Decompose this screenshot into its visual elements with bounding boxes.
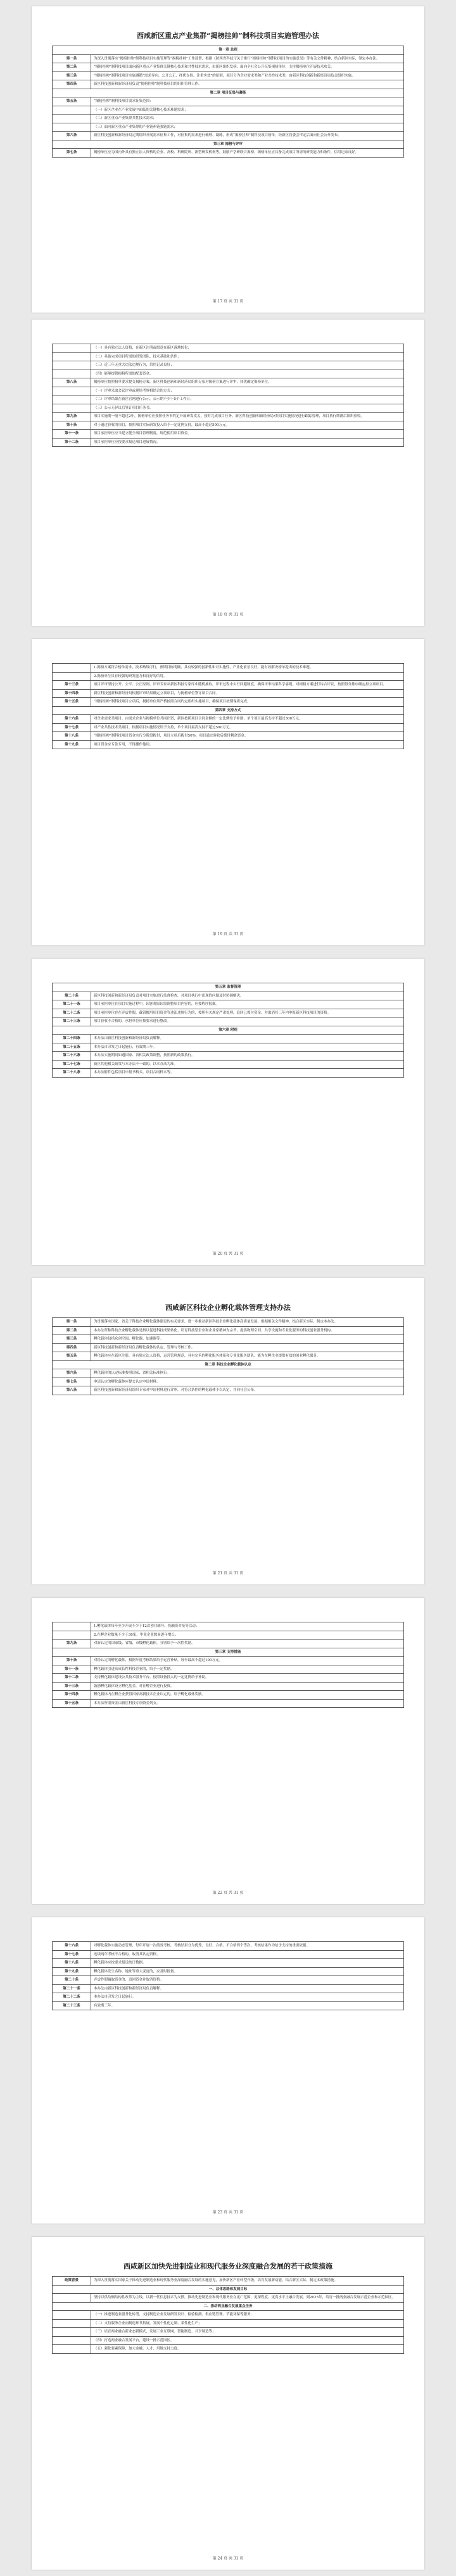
article-number: 第二十二条 bbox=[53, 1993, 91, 2002]
policy-table bbox=[52, 344, 404, 447]
table-row bbox=[53, 983, 404, 992]
article-number bbox=[53, 387, 91, 395]
article-number: 第十四条 bbox=[53, 1691, 91, 1700]
table-row bbox=[53, 1000, 404, 1009]
article-number: 第三条 bbox=[53, 1335, 91, 1344]
table-row bbox=[53, 1648, 404, 1657]
table-row bbox=[53, 1060, 404, 1069]
table-row bbox=[53, 1993, 404, 2002]
document-page bbox=[32, 1598, 424, 1904]
article-text: （二）支持服务企业向制造环节拓展，发展个性化定制、柔性化生产； bbox=[91, 2319, 404, 2328]
article-text: 对经认定的孵化载体，根据年度考核结果给予运营补贴，每年最高不超过100万元。 bbox=[91, 1657, 404, 1665]
article-text: 为贯彻落实国家、省关于科技企业孵化载体建设的有关要求，进一步推动新区科技企业孵化载体高质量发展，根据相关文件精神，结合新区实际，制定本办法。 bbox=[91, 1318, 404, 1327]
document-page bbox=[32, 320, 424, 626]
article-text: 本办法所称科技企业孵化载体是指以促进科技成果转化、培育科技型企业和企业家精神为宗旨，提供物理空间、共享设施和专业化服务的科技创业服务机构。 bbox=[91, 1326, 404, 1335]
policy-table bbox=[52, 46, 404, 158]
document-page bbox=[32, 6, 424, 313]
article-text: 弄虚作假骗取资金的，追回资金并取消资格。 bbox=[91, 1976, 404, 1985]
article-number: 第二十一条 bbox=[53, 1000, 91, 1009]
table-row bbox=[53, 706, 404, 715]
article-text: 坚持以供给侧结构性改革为主线，以新一代信息技术为支撑，推动先进制造业和现代服务业在更广范围、更深程度、更高水平上融合发展。到2025年，培育一批两业融合发展示范企业和示范园区。 bbox=[91, 2294, 404, 2303]
table-row bbox=[53, 1640, 404, 1648]
article-number bbox=[53, 2328, 91, 2337]
table-row bbox=[53, 1369, 404, 1378]
table-row bbox=[53, 438, 404, 447]
table-row bbox=[53, 1622, 404, 1631]
article-text: 连续两年考核不合格的，取消其认定资格。 bbox=[91, 1950, 404, 1959]
article-text: 孵化载体发生名称、地址等重大变更的，应及时报备。 bbox=[91, 1967, 404, 1976]
table-row bbox=[53, 2336, 404, 2345]
table-row bbox=[53, 1035, 404, 1043]
table-row bbox=[53, 1942, 404, 1951]
table-row bbox=[53, 1017, 404, 1026]
table-row bbox=[53, 132, 404, 140]
table-row bbox=[53, 1665, 404, 1674]
table-row bbox=[53, 1052, 404, 1061]
article-number: 第五条 bbox=[53, 1352, 91, 1361]
table-row bbox=[53, 1360, 404, 1369]
article-text: “揭榜挂帅”制科技项目资金实行分阶段拨付，项目立项后拨付50%，项目通过验收后拨付剩余资金。 bbox=[91, 732, 404, 741]
document-page bbox=[32, 2237, 424, 2570]
article-number bbox=[53, 1622, 91, 1631]
article-number: 第二十三条 bbox=[53, 1017, 91, 1026]
article-number: 第十一条 bbox=[53, 430, 91, 439]
article-text: 本办法由新区科技创新和新经济局负责解释。 bbox=[91, 1984, 404, 1993]
table-row bbox=[53, 63, 404, 72]
article-number: 第十四条 bbox=[53, 689, 91, 698]
table-row bbox=[53, 149, 404, 158]
article-number bbox=[53, 344, 91, 353]
table-row bbox=[53, 740, 404, 749]
article-number bbox=[53, 664, 91, 673]
article-text: 本办法由新区科技创新和新经济局负责解释。 bbox=[91, 1035, 404, 1043]
article-number: 第十条 bbox=[53, 1657, 91, 1665]
article-text: 孵化载体包括众创空间、孵化器、加速器等。 bbox=[91, 1335, 404, 1344]
article-text: 新区科技创新和新经济局负责“揭榜挂帅”制科技项目的组织管理工作。 bbox=[91, 80, 404, 89]
article-text: 对产业共性技术类项目，根据项目实施情况给予支持，单个项目最高支持不超过500万元。 bbox=[91, 723, 404, 732]
table-row bbox=[53, 430, 404, 439]
article-number: 第七条 bbox=[53, 149, 91, 158]
article-number: 第八条 bbox=[53, 1386, 91, 1395]
article-number bbox=[53, 404, 91, 413]
table-row bbox=[53, 2302, 404, 2311]
article-text: 支持孵化载体建设公共技术服务平台，按照设备投入的一定比例给予补助。 bbox=[91, 1674, 404, 1683]
article-number bbox=[53, 395, 91, 404]
article-number bbox=[53, 123, 91, 132]
article-number: 第十八条 bbox=[53, 1959, 91, 1968]
article-number: 第十条 bbox=[53, 421, 91, 430]
article-text: （二）新区重点产业集群共性技术需求； bbox=[91, 115, 404, 123]
article-number bbox=[53, 106, 91, 115]
article-text: 孵化载体应在新区注册，具有独立法人资格，运营管理规范，具有完善的孵化服务体系和专业化服务团队，能为在孵企业提供有效的创业孵化服务。 bbox=[91, 1352, 404, 1361]
chapter-heading: 第六章 附则 bbox=[53, 1026, 404, 1035]
article-text: 本办法所需资金由新区科技专项资金列支。 bbox=[91, 1699, 404, 1708]
article-number: 第五条 bbox=[53, 97, 91, 106]
table-row bbox=[53, 1318, 404, 1327]
article-text: （四）打造两业融合发展平台，建设一批示范园区。 bbox=[91, 2336, 404, 2345]
article-text: 对新认定的国家级、省级、市级孵化载体，分别给予一次性奖励。 bbox=[91, 1640, 404, 1648]
article-number: 第三条 bbox=[53, 72, 91, 80]
table-row bbox=[53, 698, 404, 707]
table-row bbox=[53, 123, 404, 132]
table-row bbox=[53, 1699, 404, 1708]
table-row bbox=[53, 715, 404, 724]
article-text: 项目承担单位应当建立健全项目管理制度，规范使用项目资金。 bbox=[91, 430, 404, 439]
article-number bbox=[53, 352, 91, 361]
table-row bbox=[53, 97, 404, 106]
article-number: 第二十六条 bbox=[53, 1052, 91, 1061]
table-row bbox=[53, 404, 404, 413]
article-text: 对孵化载体实施动态管理，每年开展一次绩效考核，考核结果分为优秀、良好、合格、不合格四个等次，考核结果作为给予支持的重要依据。 bbox=[91, 1942, 404, 1951]
chapter-heading: 第二章 项目征集与凝练 bbox=[53, 89, 404, 97]
article-number: 第六条 bbox=[53, 1369, 91, 1378]
table-row bbox=[53, 2319, 404, 2328]
table-row bbox=[53, 1026, 404, 1035]
article-number: 第九条 bbox=[53, 1640, 91, 1648]
article-number: 第十五条 bbox=[53, 1699, 91, 1708]
article-text: 申请认定的孵化载体应提交认定申请材料。 bbox=[91, 1378, 404, 1386]
article-number bbox=[53, 2336, 91, 2345]
article-text: 项目评审坚持公开、公平、公正原则，评审专家从新区科技专家库中随机抽取，评审过程中实行回避制度，确保评审结果科学客观。对揭榜方案进行综合评议，按照得分排序确定拟立项项目。 bbox=[91, 681, 404, 690]
article-text: 新区其他相关政策与本办法不一致的，以本办法为准。 bbox=[91, 1060, 404, 1069]
table-row bbox=[53, 2328, 404, 2337]
chapter-heading: 一、总体思路和发展目标 bbox=[53, 2285, 404, 2294]
document-page bbox=[32, 959, 424, 1265]
article-number: 第十二条 bbox=[53, 438, 91, 447]
page-number: 第 20 页 共 31 页 bbox=[212, 1252, 244, 1256]
article-text: “揭榜挂帅”制科技项目实施遵循“需求导向、公开公正、择优支持、注重实效”的原则，项目分为企业需求类和产业共性技术类，由新区科技创新和新经济局负责组织实施。 bbox=[91, 72, 404, 80]
article-number: 第十七条 bbox=[53, 723, 91, 732]
table-row bbox=[53, 2345, 404, 2354]
article-number: 第十九条 bbox=[53, 740, 91, 749]
article-text: 孵化载体应按要求报送统计数据。 bbox=[91, 1959, 404, 1968]
article-number: 第二十一条 bbox=[53, 1984, 91, 1993]
article-text: 本办法附件包括项目申报书格式、项目合同样本等。 bbox=[91, 1069, 404, 1078]
policy-table bbox=[52, 1317, 404, 1395]
chapter-heading: 第一章 总则 bbox=[53, 46, 404, 55]
table-row bbox=[53, 2285, 404, 2294]
article-number bbox=[53, 672, 91, 681]
article-number: 第二十七条 bbox=[53, 1060, 91, 1069]
article-text: 孵化载体引进高成长性科技企业的，给予一定奖励。 bbox=[91, 1665, 404, 1674]
document-page bbox=[32, 639, 424, 945]
article-text: 有效期三年。 bbox=[91, 2001, 404, 2010]
article-text: 新区科技创新和新经济局定期组织开展需求征集工作，对征集的需求进行梳理、凝练，形成“揭榜挂帅”制科技项目榜单，经新区管委会审定后面向社会公开发布。 bbox=[91, 132, 404, 140]
article-text: （四）能够提供揭榜所需的配套资金。 bbox=[91, 370, 404, 378]
article-text: 孵化载体内在孵企业获得国家高新技术企业认定的，给予孵化载体奖励。 bbox=[91, 1691, 404, 1700]
article-text: 新区科技创新和新经济局负责孵化载体的认定、管理与考核工作。 bbox=[91, 1343, 404, 1352]
article-text: 2.揭榜单位具有较强的研发能力和良好的信用。 bbox=[91, 672, 404, 681]
article-text: 新区科技创新和新经济局组织专家对申请材料进行评审，对符合条件的孵化载体予以认定，并向社会公布。 bbox=[91, 1386, 404, 1395]
article-number: 第十一条 bbox=[53, 1665, 91, 1674]
article-number bbox=[53, 370, 91, 378]
article-number: 第二十五条 bbox=[53, 1043, 91, 1052]
page-number: 第 19 页 共 31 页 bbox=[212, 932, 244, 936]
article-text: 新区科技创新和新经济局根据评审结果确定立项项目，与揭榜单位签订项目合同。 bbox=[91, 689, 404, 698]
article-number: 第二十二条 bbox=[53, 1009, 91, 1017]
page-number: 第 18 页 共 31 页 bbox=[212, 613, 244, 617]
table-row bbox=[53, 54, 404, 63]
table-row bbox=[53, 106, 404, 115]
article-text: 对企业需求类项目，由需求企业与揭榜单位共同出资，新区按照项目合同金额的一定比例给予补助，单个项目最高支持不超过300万元。 bbox=[91, 715, 404, 724]
table-row bbox=[53, 1378, 404, 1386]
table-row bbox=[53, 1691, 404, 1700]
policy-table bbox=[52, 1941, 404, 2010]
article-text: （五）强化要素保障，加大金融、人才、用地支持力度。 bbox=[91, 2345, 404, 2354]
table-row bbox=[53, 672, 404, 681]
article-number: 第二十八条 bbox=[53, 1069, 91, 1078]
document-title: 西咸新区重点产业集群“揭榜挂帅”制科技项目实施管理办法 bbox=[137, 32, 319, 40]
table-row bbox=[53, 689, 404, 698]
article-text: （二）评审结果在新区官网进行公示，公示期不少于5个工作日； bbox=[91, 395, 404, 404]
document-page bbox=[32, 1917, 424, 2224]
article-number: 第四条 bbox=[53, 1343, 91, 1352]
table-row bbox=[53, 1069, 404, 1078]
article-number: 第一条 bbox=[53, 54, 91, 63]
article-text: 为深入贯彻落实国家关于推动先进制造业和现代服务业深度融合发展的实施意见，加快新区产业转型升级，培育发展新动能，结合新区实际，制定本政策措施。 bbox=[91, 2277, 404, 2286]
article-text: 对于通过验收的项目，按照项目实际研发投入给予一定比例支持，最高不超过500万元。 bbox=[91, 421, 404, 430]
article-number: 第七条 bbox=[53, 1378, 91, 1386]
table-row bbox=[53, 1386, 404, 1395]
article-number: 第二十四条 bbox=[53, 1035, 91, 1043]
article-text: 项目承担单位在项目实施过程中，因客观原因需调整项目内容的，应按程序报批。 bbox=[91, 1000, 404, 1009]
article-text: “揭榜挂帅”制科技项目立项后，揭榜单位须严格按照合同约定组织实施项目，确保项目按期保质完成。 bbox=[91, 698, 404, 707]
article-number: 政策背景 bbox=[53, 2277, 91, 2286]
policy-table bbox=[52, 1622, 404, 1708]
table-row bbox=[53, 140, 404, 149]
article-text: 孵化载体的认定标准参照国家、省相关标准执行。 bbox=[91, 1369, 404, 1378]
table-row bbox=[53, 1043, 404, 1052]
article-text: （三）面向新区重点产业集群的产业链补链强链需求； bbox=[91, 123, 404, 132]
article-text: （一）推进制造业服务化转型，支持制造企业发展研发设计、检验检测、供应链管理、节能环保等服务； bbox=[91, 2311, 404, 2320]
page-number: 第 17 页 共 31 页 bbox=[212, 299, 244, 304]
article-number: 第十三条 bbox=[53, 1682, 91, 1691]
table-row bbox=[53, 352, 404, 361]
document-title: 西咸新区科技企业孵化载体管理支持办法 bbox=[165, 1304, 291, 1312]
article-text: 项目承担单位应按要求报送项目进展情况。 bbox=[91, 438, 404, 447]
chapter-heading: 第五章 监督管理 bbox=[53, 983, 404, 992]
policy-table bbox=[52, 2276, 404, 2354]
chapter-heading: 第四章 支持方式 bbox=[53, 706, 404, 715]
table-row bbox=[53, 1976, 404, 1985]
article-number: 第十五条 bbox=[53, 698, 91, 707]
table-row bbox=[53, 1967, 404, 1976]
article-text: （三）培育两业融合新业态新模式，发展工业互联网、智能制造、共享制造等； bbox=[91, 2328, 404, 2337]
article-text: 项目承担单位存在弄虚作假、截留挪用项目资金等违法违规行为的，按照有关规定严肃处理，追回已拨付资金，并取消其三年内申报新区科技项目的资格。 bbox=[91, 1009, 404, 1017]
article-number: 第十二条 bbox=[53, 1674, 91, 1683]
article-text: 新区科技创新和新经济局负责对项目实施进行监督检查，对项目执行中出现的问题及时协调解决。 bbox=[91, 992, 404, 1000]
table-row bbox=[53, 370, 404, 378]
article-text: 揭榜单位应为国内外具有独立法人资格的企业、高校、科研院所、新型研发机构等，鼓励产学研联合揭榜。揭榜单位应具备完成项目所需的研发能力和条件，信用记录良好。 bbox=[91, 149, 404, 158]
chapter-heading: 第三章 揭榜与评审 bbox=[53, 140, 404, 149]
table-row bbox=[53, 89, 404, 97]
table-row bbox=[53, 681, 404, 690]
document-title: 西咸新区加快先进制造业和现代服务业深度融合发展的若干政策措施 bbox=[124, 2262, 332, 2270]
table-row bbox=[53, 1343, 404, 1352]
table-row bbox=[53, 992, 404, 1000]
page-number: 第 23 页 共 31 页 bbox=[212, 2210, 244, 2215]
chapter-heading: 第三章 支持措施 bbox=[53, 1648, 404, 1657]
table-row bbox=[53, 732, 404, 741]
article-number bbox=[53, 361, 91, 370]
article-text: 为深入贯彻落实“揭榜挂帅”制科技项目实施管理等“揭榜挂帅”工作部署，根据《陕西省科技厅关于推行“揭榜挂帅”制科技项目的实施意见》等有关文件精神，结合新区实际，制定本办法。 bbox=[91, 54, 404, 63]
document-page bbox=[32, 1278, 424, 1584]
table-row bbox=[53, 421, 404, 430]
article-number: 第九条 bbox=[53, 413, 91, 421]
article-text: “揭榜挂帅”制科技项目需求征集范围： bbox=[91, 97, 404, 106]
table-row bbox=[53, 664, 404, 673]
article-number bbox=[53, 2294, 91, 2303]
article-text: 1.孵化载体每年至少开展不少于12次创业辅导、投融资对接等活动； bbox=[91, 1622, 404, 1631]
article-number: 第十六条 bbox=[53, 1942, 91, 1951]
table-row bbox=[53, 387, 404, 395]
article-text: 项目资金应专款专用，不得挪作他用。 bbox=[91, 740, 404, 749]
table-row bbox=[53, 1984, 404, 1993]
chapter-heading: 第二章 科技企业孵化载体认定 bbox=[53, 1360, 404, 1369]
article-text: 项目验收不合格的，承担单位应按要求进行整改。 bbox=[91, 1017, 404, 1026]
article-number: 第十六条 bbox=[53, 715, 91, 724]
article-number: 第二十条 bbox=[53, 992, 91, 1000]
table-row bbox=[53, 395, 404, 404]
table-row bbox=[53, 1352, 404, 1361]
table-row bbox=[53, 46, 404, 55]
table-row bbox=[53, 1959, 404, 1968]
article-text: （一）评审采取会议评审或现场考察相结合的方式； bbox=[91, 387, 404, 395]
table-row bbox=[53, 2311, 404, 2320]
table-row bbox=[53, 2294, 404, 2303]
table-row bbox=[53, 1631, 404, 1640]
article-number: 第十八条 bbox=[53, 732, 91, 741]
article-number bbox=[53, 115, 91, 123]
article-text: 鼓励孵化载体设立孵化基金，对在孵企业进行投资。 bbox=[91, 1682, 404, 1691]
table-row bbox=[53, 1674, 404, 1683]
article-text: 1.揭榜方案符合榜单需求，技术路线可行，预期目标明确，具有较强的创新性和可实施性，产业化前景良好，能有效解决榜单提出的技术难题。 bbox=[91, 664, 404, 673]
article-number: 第十三条 bbox=[53, 681, 91, 690]
article-text: （一）具有独立法人资格，在新区注册或愿意在新区落地转化； bbox=[91, 344, 404, 353]
article-text: （三）公示无异议后签订项目任务书。 bbox=[91, 404, 404, 413]
table-row bbox=[53, 115, 404, 123]
policy-table bbox=[52, 663, 404, 749]
table-row bbox=[53, 1682, 404, 1691]
article-number bbox=[53, 2319, 91, 2328]
article-text: （二）具备完成项目所需的研发团队、技术基础和条件； bbox=[91, 352, 404, 361]
article-text: 本办法自印发之日起施行。 bbox=[91, 1993, 404, 2002]
page-number: 第 21 页 共 31 页 bbox=[212, 1571, 244, 1576]
table-row bbox=[53, 2277, 404, 2286]
table-row bbox=[53, 413, 404, 421]
article-text: 本办法自印发之日起施行，有效期三年。 bbox=[91, 1043, 404, 1052]
table-row bbox=[53, 80, 404, 89]
article-number: 第八条 bbox=[53, 378, 91, 387]
chapter-heading: 二、推动两业融合发展重点任务 bbox=[53, 2302, 404, 2311]
table-row bbox=[53, 1009, 404, 1017]
article-text: “揭榜挂帅”制科技项目面向新区重点产业集群关键核心技术和共性技术需求，由新区组织发榜、面向全社会公开征集揭榜单位，支持揭榜单位开展技术攻关。 bbox=[91, 63, 404, 72]
page-number: 第 22 页 共 31 页 bbox=[212, 1891, 244, 1895]
article-number: 第二十条 bbox=[53, 1976, 91, 1985]
article-text: （三）近三年无重大违法违规行为，信用记录良好； bbox=[91, 361, 404, 370]
article-number: 第一条 bbox=[53, 1318, 91, 1327]
page-number: 第 24 页 共 31 页 bbox=[212, 2556, 244, 2561]
article-text: 本办法实施期间如遇国家、省相关政策调整，按照新的政策执行。 bbox=[91, 1052, 404, 1061]
article-text: 2.在孵企业数量不少于30家，毕业企业数量逐年增长； bbox=[91, 1631, 404, 1640]
article-number: 第十九条 bbox=[53, 1967, 91, 1976]
article-text: 揭榜单位按照榜单要求提交揭榜方案，新区科技创新和新经济局组织专家对揭榜方案进行评审，择优确定揭榜单位。 bbox=[91, 378, 404, 387]
article-number: 第六条 bbox=[53, 132, 91, 140]
article-number: 第二条 bbox=[53, 63, 91, 72]
table-row bbox=[53, 361, 404, 370]
article-number: 第二十三条 bbox=[53, 2001, 91, 2010]
table-row bbox=[53, 378, 404, 387]
table-row bbox=[53, 1657, 404, 1665]
policy-table bbox=[52, 983, 404, 1078]
article-number: 第四条 bbox=[53, 80, 91, 89]
article-number bbox=[53, 1631, 91, 1640]
article-number: 第十七条 bbox=[53, 1950, 91, 1959]
table-row bbox=[53, 2001, 404, 2010]
table-row bbox=[53, 72, 404, 80]
article-number bbox=[53, 2311, 91, 2320]
article-text: 项目实施期一般不超过2年，揭榜单位应按照任务书约定开展研发攻关，按时完成项目任务。新区科技创新和新经济局对项目实施情况进行跟踪管理，项目执行期满后组织验收。 bbox=[91, 413, 404, 421]
article-number bbox=[53, 2345, 91, 2354]
table-row bbox=[53, 723, 404, 732]
article-text: （一）新区企业在产业发展中面临的关键核心技术难题需求； bbox=[91, 106, 404, 115]
table-row bbox=[53, 1950, 404, 1959]
table-row bbox=[53, 1335, 404, 1344]
table-row bbox=[53, 344, 404, 353]
table-row bbox=[53, 1326, 404, 1335]
article-number: 第二条 bbox=[53, 1326, 91, 1335]
